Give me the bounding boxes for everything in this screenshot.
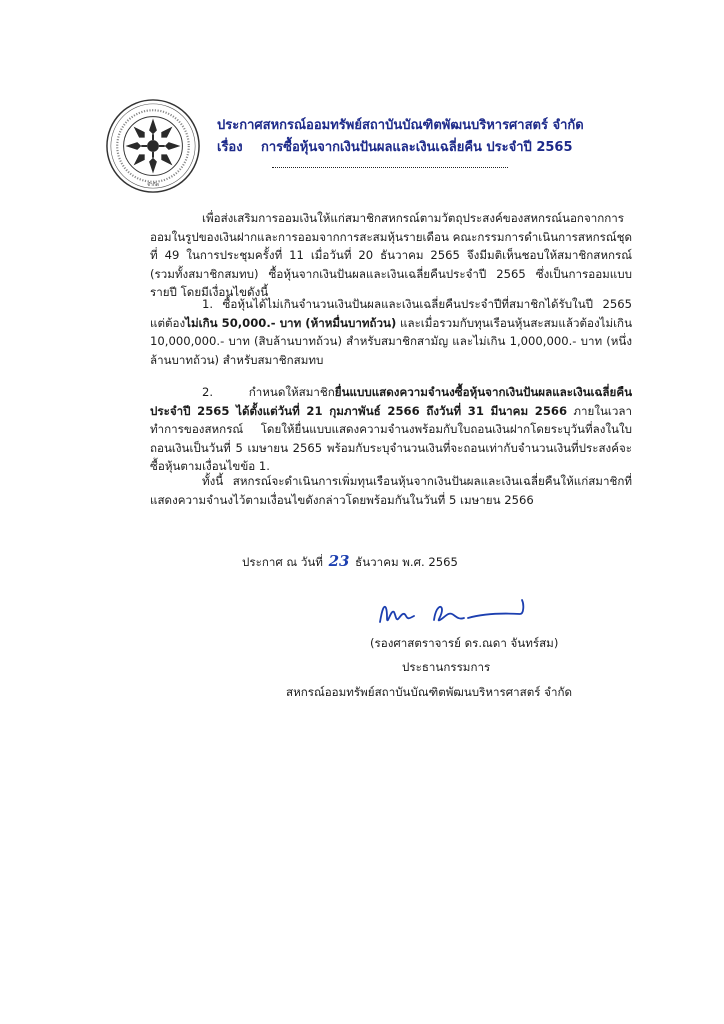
header-dotted-divider: [272, 167, 508, 168]
subject-label: เรื่อง: [217, 140, 243, 155]
paragraph-condition-1: [150, 295, 632, 369]
condition-2-text-c: ภายในเวลาทำการของสหกรณ์ โดยให้ยื่นแบบแสดงความจำนงพร้อมกับใบถอนเงินฝากโดยระบุวันที่ลงในใบถอนเงินเป็นวันที่ 5 เมษายน 2565 พร้อมกับระบุจำนวนเงินที่จะถอนเท่ากับจำนวนเงินที่ประสงค์จะซื้อหุ้นตามเงื่อนไขข้อ 1.: [150, 403, 633, 473]
paragraph-intro: เพื่อส่งเสริมการออมเงินให้แก่สมาชิกสหกรณ์ตามวัตถุประสงค์ของสหกรณ์นอกจากการออมในรูปของเงินฝากและการออมจากการสะสมหุ้นรายเดือน คณะกรรมการดำเนินการสหกรณ์ชุดที่ 49 ในการประชุมครั้งที่ 11 เมื่อวันที่ 20 ธันวาคม 2565 จึงมีมติเห็นชอบให้สมาชิกสหกรณ์ (รวมทั้งสมาชิกสมทบ) ซื้อหุ้นจากเงินปันผลและเงินเฉลี่ยคืนประจำปี 2565 ซึ่งเป็นการออมแบบรายปี โดยมีเงื่อนไขดังนี้: [150, 211, 632, 299]
announcement-date: [242, 552, 458, 572]
signatory-organization: สหกรณ์ออมทรัพย์สถาบันบัณฑิตพัฒนบริหารศาสตร์ จำกัด: [286, 685, 572, 699]
condition-1-text-a: 1. ซื้อหุ้นได้ไม่เกินจำนวนเงินปันผลและเงินเฉลี่ยคืนประจำปีที่สมาชิกได้รับในปี 2565 แต่ต้อง: [150, 297, 632, 330]
handwritten-signature: [372, 596, 532, 632]
date-day-handwritten: 23: [328, 552, 350, 570]
condition-1-text-c: และเมื่อรวมกับทุนเรือนหุ้นสะสมแล้วต้องไม่เกิน 10,000,000.- บาท (สิบล้านบาทถ้วน) สำหรับสมาชิกสามัญ และไม่เกิน 1,000,000.- บาท (หนึ่งล้านบาทถ้วน) สำหรับสมาชิกสมทบ: [150, 315, 632, 367]
signature-icon: [372, 596, 532, 632]
announcement-organization-title: ประกาศสหกรณ์ออมทรัพย์สถาบันบัณฑิตพัฒนบริหารศาสตร์ จำกัด: [217, 118, 584, 133]
paragraph-condition-2: [150, 383, 632, 476]
seal-emblem-icon: [104, 97, 202, 195]
date-prefix: ประกาศ ณ วันที่: [242, 555, 323, 569]
subject-text: การซื้อหุ้นจากเงินปันผลและเงินเฉลี่ยคืน ประจำปี 2565: [261, 140, 573, 155]
paragraph-closing: ทั้งนี้ สหกรณ์จะดำเนินการเพิ่มทุนเรือนหุ้นจากเงินปันผลและเงินเฉลี่ยคืนให้แก่สมาชิกที่แสดงความจำนงไว้ตามเงื่อนไขดังกล่าวโดยพร้อมกันในวันที่ 5 เมษายน 2566: [150, 474, 632, 507]
condition-2-bold-period: ยื่นแบบแสดงความจำนงซื้อหุ้นจากเงินปันผลและเงินเฉลี่ยคืนประจำปี 2565 ได้ตั้งแต่วันที่ 21 กุมภาพันธ์ 2566 ถึงวันที่ 31 มีนาคม 2566: [150, 385, 632, 418]
cooperative-seal-logo: [104, 97, 202, 195]
date-suffix: ธันวาคม พ.ศ. 2565: [355, 555, 458, 569]
signatory-name: (รองศาสตราจารย์ ดร.ณดา จันทร์สม): [370, 636, 559, 650]
announcement-subject-line: [217, 140, 573, 156]
signatory-position: ประธานกรรมการ: [402, 660, 491, 674]
condition-2-text-a: 2. กำหนดให้สมาชิก: [202, 385, 335, 399]
seal-bottom-text: จำกัด: [147, 182, 159, 189]
condition-1-bold-limit: ไม่เกิน 50,000.- บาท (ห้าหมื่นบาทถ้วน): [185, 315, 397, 330]
